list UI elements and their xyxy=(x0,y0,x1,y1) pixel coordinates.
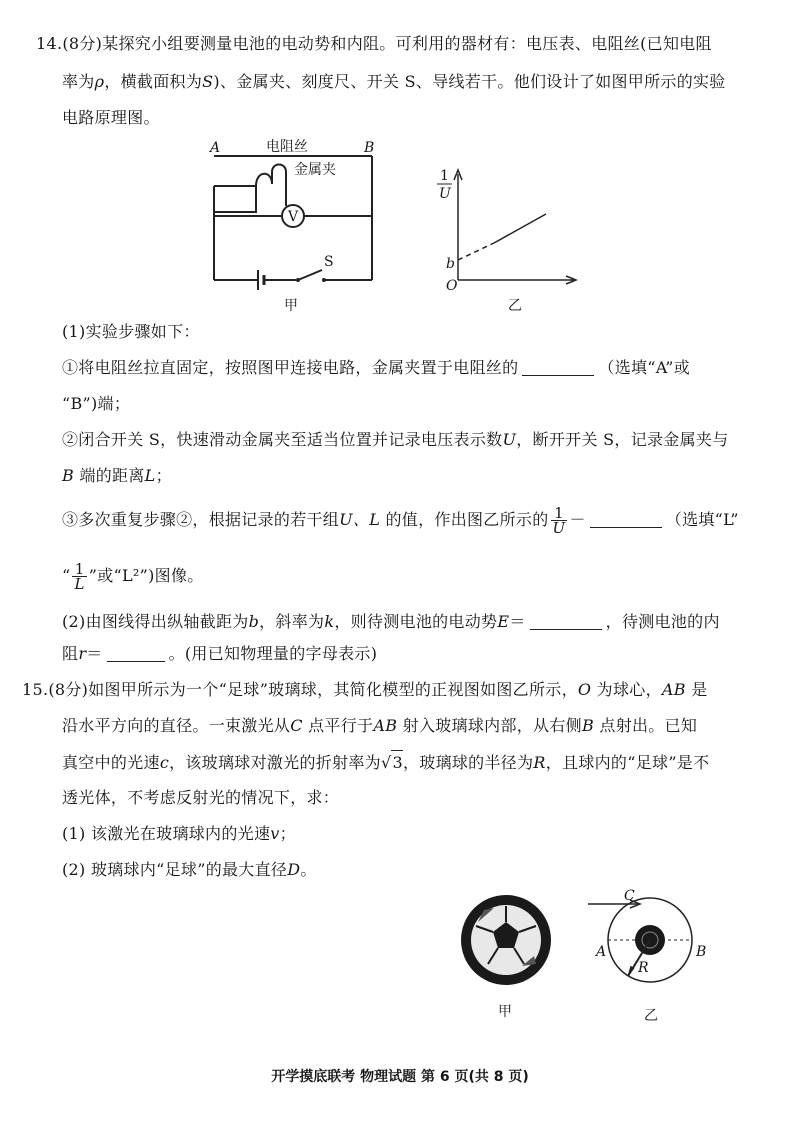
q15-line4: 透光体，不考虑反射光的情况下，求： xyxy=(62,788,340,807)
q14-step3-cont: “ $\frac{1}{L}$ ”或“L²”)图像。 xyxy=(62,560,204,593)
q14-step1-cont: “B”)端； xyxy=(62,394,131,413)
caption-jia: 甲 xyxy=(284,298,298,314)
q15-header: 15.(8分)如图甲所示为一个“足球”玻璃球，其简化模型的正视图如图乙所示，O 为球心，AB 是 xyxy=(22,680,708,699)
q15-sub2: (2) 玻璃球内“足球”的最大直径D。 xyxy=(62,860,317,879)
voltmeter-label: V xyxy=(288,209,299,225)
label-a: A xyxy=(210,140,221,156)
axis-denominator: U xyxy=(439,186,451,202)
q14-part1-title: (1)实验步骤如下： xyxy=(62,322,200,341)
label-metal-clip: 金属夹 xyxy=(294,162,336,178)
caption-photo-jia: 甲 xyxy=(498,1004,512,1020)
label-point-a: A xyxy=(596,944,607,960)
q14-step1: ①将电阻丝拉直固定，按照图甲连接电路，金属夹置于电阻丝的 （选填“A”或 xyxy=(62,358,691,377)
circuit-diagram-jia xyxy=(200,134,390,314)
q15-line3: 真空中的光速c，该玻璃球对激光的折射率为√3，玻璃球的半径为R，且球内的“足球”是不 xyxy=(62,750,709,775)
label-origin: O xyxy=(446,278,458,294)
answer-blank-3[interactable] xyxy=(530,613,602,630)
label-resistance-wire: 电阻丝 xyxy=(266,139,308,155)
page-footer: 开学摸底联考 物理试题 第 6 页(共 8 页) xyxy=(271,1069,529,1085)
q14-step2: ②闭合开关 S，快速滑动金属夹至适当位置并记录电压表示数U，断开开关 S，记录金属夹与 xyxy=(62,430,729,449)
q14-step3: ③多次重复步骤②，根据记录的若干组U、L 的值，作出图乙所示的 $\frac{1}{U}$ － （选填“L” xyxy=(62,504,739,537)
q14-step2-cont: B 端的距离L； xyxy=(62,466,172,485)
label-c: C xyxy=(624,888,635,904)
caption-yi: 乙 xyxy=(508,298,522,314)
label-intercept: b xyxy=(446,256,455,272)
q15-line2: 沿水平方向的直径。一束激光从C 点平行于AB 射入玻璃球内部，从右侧B 点射出。已知 xyxy=(62,716,698,735)
label-radius-r: R xyxy=(638,960,649,976)
label-point-b: B xyxy=(696,944,707,960)
label-switch: S xyxy=(324,254,334,270)
answer-blank-1[interactable] xyxy=(522,359,594,376)
answer-blank-4[interactable] xyxy=(107,645,165,662)
q14-part2-cont: 阻r＝ 。(用已知物理量的字母表示) xyxy=(62,644,378,663)
graph-yi xyxy=(428,164,588,314)
q14-intro-line3: 电路原理图。 xyxy=(62,108,160,127)
q15-sub1: (1) 该激光在玻璃球内的光速v； xyxy=(62,824,296,843)
q14-intro-line2: 率为ρ，横截面积为S)、金属夹、刻度尺、开关 S、导线若干。他们设计了如图甲所示的实验 xyxy=(62,72,726,91)
switch-icon xyxy=(298,270,322,280)
answer-blank-2[interactable] xyxy=(590,511,662,528)
q14-part2: (2)由图线得出纵轴截距为b，斜率为k，则待测电池的电动势E＝ ，待测电池的内 xyxy=(62,612,720,631)
axis-numerator: 1 xyxy=(440,168,449,184)
caption-diagram-yi: 乙 xyxy=(644,1008,658,1024)
label-b: B xyxy=(364,140,375,156)
glass-ball-photo-jia xyxy=(456,892,560,1022)
glass-ball-diagram-yi xyxy=(584,886,714,1026)
q14-header: 14.(8分)某探究小组要测量电池的电动势和内阻。可利用的器材有：电压表、电阻丝(已知电阻 xyxy=(36,34,712,53)
